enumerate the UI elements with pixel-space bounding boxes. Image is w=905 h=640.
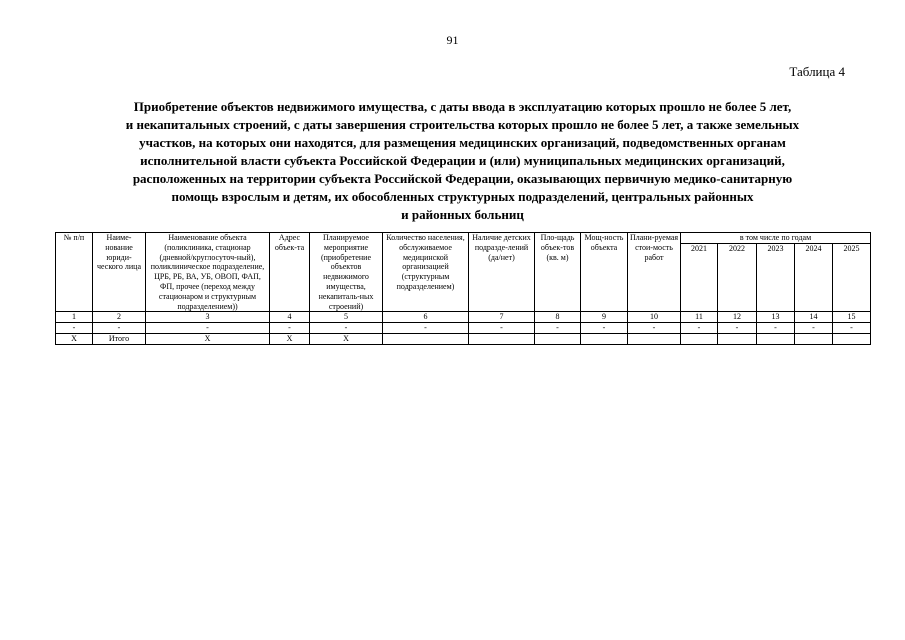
table-cell: - [146, 323, 270, 334]
table-cell: 7 [469, 312, 535, 323]
col-header-population: Количество населения, обслуживаемое медицинской организацией (структурным подразделением) [383, 233, 469, 312]
col-header-area: Пло-щадь объек-тов (кв. м) [535, 233, 581, 312]
col-header-address: Адрес объек-та [270, 233, 310, 312]
table-cell: 2 [93, 312, 146, 323]
table-cell [581, 334, 628, 345]
title-line: расположенных на территории субъекта Российской Федерации, оказывающих первичную медико-санитарную [132, 171, 793, 186]
table-cell: - [628, 323, 681, 334]
table-cell: - [833, 323, 871, 334]
col-header-year: 2023 [757, 243, 795, 312]
table-cell: 12 [718, 312, 757, 323]
table-cell: - [581, 323, 628, 334]
table-label: Таблица 4 [789, 64, 845, 79]
table-cell: X [56, 334, 93, 345]
table-cell: 1 [56, 312, 93, 323]
title-line: исполнительной власти субъекта Российской Федерации и (или) муниципальных медицинских организаций, [140, 153, 785, 168]
col-header-year: 2022 [718, 243, 757, 312]
table-cell [718, 334, 757, 345]
table-cell: - [718, 323, 757, 334]
title-line: помощь взрослым и детям, их обособленных структурных подразделений, центральных районных [171, 189, 754, 204]
table-cell: - [93, 323, 146, 334]
table-cell [383, 334, 469, 345]
total-row [56, 334, 871, 345]
col-header-by-years: в том числе по годам [681, 233, 871, 244]
objects-table [55, 232, 871, 345]
title-line: и районных больниц [401, 207, 524, 222]
table-cell: - [383, 323, 469, 334]
table-cell: 5 [310, 312, 383, 323]
table-cell: X [146, 334, 270, 345]
col-header-year: 2025 [833, 243, 871, 312]
document-title [55, 98, 870, 224]
table-cell: - [757, 323, 795, 334]
col-header-number: № п/п [56, 233, 93, 312]
title-line: участков, на которых они находятся, для размещения медицинских организаций, подведомственных органам [139, 135, 786, 150]
table-cell: 14 [795, 312, 833, 323]
table-cell: 8 [535, 312, 581, 323]
table-cell: 15 [833, 312, 871, 323]
table-cell [469, 334, 535, 345]
table-cell [535, 334, 581, 345]
table-cell: - [795, 323, 833, 334]
table-cell: - [469, 323, 535, 334]
page-number: 91 [446, 33, 459, 47]
table-cell: 4 [270, 312, 310, 323]
col-header-planned-action: Планируемое мероприятие (приобретение объектов недвижимого имущества, некапиталь-ных строений) [310, 233, 383, 312]
table-cell: 9 [581, 312, 628, 323]
table-cell: 6 [383, 312, 469, 323]
col-header-planned-cost: Плани-руемая стои-мость работ [628, 233, 681, 312]
table-cell: 13 [757, 312, 795, 323]
col-header-legal-entity: Наиме-нование юриди-ческого лица [93, 233, 146, 312]
table-header-row [56, 233, 871, 244]
table-cell: X [310, 334, 383, 345]
title-line: и некапитальных строений, с даты завершения строительства которых прошло не более 5 лет, а также земельных [125, 117, 800, 132]
col-header-children-units: Наличие детских подразде-лений (да/нет) [469, 233, 535, 312]
column-number-row [56, 312, 871, 323]
col-header-object-name: Наименование объекта (поликлиника, стационар (дневной/круглосуточ-ный), поликлиническое подразделение, ЦРБ, РБ, ВА, УБ, ОВОП, ФАП, ФП, прочее (переход между стационаром и структурным подразделением)) [146, 233, 270, 312]
table-cell: X [270, 334, 310, 345]
title-line: Приобретение объектов недвижимого имущества, с даты ввода в эксплуатацию которых прошло не более 5 лет, [133, 99, 792, 114]
table-cell: - [56, 323, 93, 334]
table-cell: - [310, 323, 383, 334]
table-cell [795, 334, 833, 345]
table-cell: Итого [93, 334, 146, 345]
table-cell [833, 334, 871, 345]
table-cell: - [535, 323, 581, 334]
col-header-capacity: Мощ-ность объекта [581, 233, 628, 312]
table-cell: 10 [628, 312, 681, 323]
table-cell [757, 334, 795, 345]
table-cell: 11 [681, 312, 718, 323]
col-header-year: 2024 [795, 243, 833, 312]
table-row [56, 323, 871, 334]
table-cell [628, 334, 681, 345]
table-cell [681, 334, 718, 345]
col-header-year: 2021 [681, 243, 718, 312]
table-cell: 3 [146, 312, 270, 323]
table-cell: - [681, 323, 718, 334]
table-cell: - [270, 323, 310, 334]
